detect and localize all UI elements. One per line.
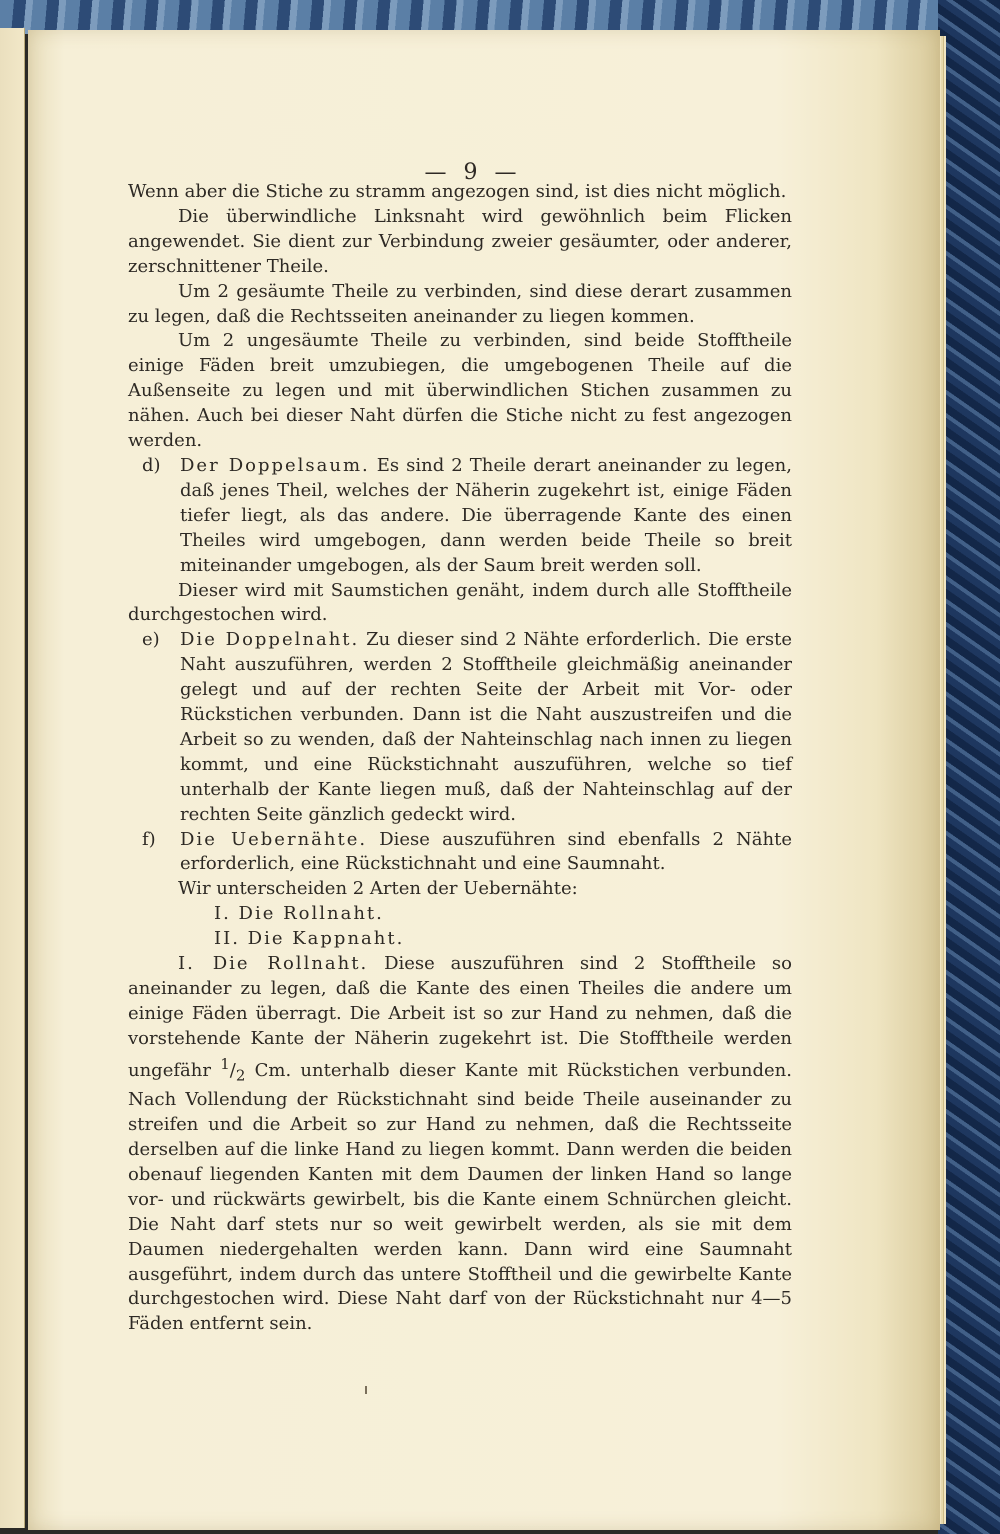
type-kappnaht: II. Die Kappnaht. [214, 928, 405, 950]
paragraph-intro: Wenn aber die Stiche zu stramm angezogen sind, ist dies nicht möglich. [128, 181, 787, 202]
marbled-cover-edge [938, 0, 1000, 1534]
item-f-title: Die Uebernähte. [180, 828, 368, 850]
item-d [128, 454, 792, 579]
item-f-marker: f) [142, 828, 156, 850]
book-cover-top-edge [0, 0, 1000, 34]
item-e-marker: e) [142, 629, 160, 651]
type-rollnaht: I. Die Rollnaht. [214, 903, 384, 925]
rollnaht-description [128, 952, 792, 1337]
rollnaht-text-2: Cm. unterhalb dieser Kante mit Rückstichen verbunden. Nach Vollendung der Rückstichnaht sind beide Theile auseinander zu streifen und die Arbeit so zur Hand zu nehmen, daß die Rechtsseite derselben auf die linke Hand zu liegen kommt. Dann werden die beiden obenauf liegenden Kanten mit dem Daumen der linken Hand so lange vor- und rückwärts gewirbelt, bis die Kante einem Schnürchen gleicht. Die Naht darf stets nur so weit gewirbelt werden, als sie mit dem Daumen niedergehalten werden kann. Dann wird eine Saumnaht ausgeführt, indem durch das untere Stofftheil und die gewirbelte Kante durchgestochen wird. Diese Naht darf von der Rückstichnaht nur 4—5 Fäden entfernt sein. [128, 1059, 792, 1335]
paragraph-gesaeumte-theile: Um 2 gesäumte Theile zu verbinden, sind diese derart zusammen zu legen, daß die Rechtsseiten aneinander zu liegen kommen. [128, 280, 792, 327]
item-f-text: Diese auszuführen sind ebenfalls 2 Nähte erforderlich, eine Rückstichnaht und eine Saumnaht. [180, 828, 792, 875]
fraction-slash: / [229, 1059, 236, 1081]
fraction-numerator: 1 [220, 1054, 230, 1073]
paragraph-linksnaht: Die überwindliche Linksnaht wird gewöhnlich beim Flicken angewendet. Sie dient zur Verbindung zweier gesäumter, oder anderer, zerschnittener Theile. [128, 205, 792, 277]
item-e [128, 628, 792, 827]
paragraph-ungesaeumte-theile: Um 2 ungesäumte Theile zu verbinden, sind beide Stofftheile einige Fäden breit umzubiegen, die umgebogenen Theile auf die Außenseite zu legen und mit überwindlichen Stichen zusammen zu nähen. Auch bei dieser Naht dürfen die Stiche nicht zu fest angezogen werden. [128, 330, 792, 452]
rollnaht-title: I. Die Rollnaht. [178, 953, 369, 975]
item-e-text: Zu dieser sind 2 Nähte erforderlich. Die erste Naht auszuführen, werden 2 Stofftheile gleichmäßig aneinander gelegt und auf der rechten Seite der Arbeit mit Vor- oder Rückstichen verbunden. Dann ist die Naht auszustreifen und die Arbeit so zu wenden, daß der Nahteinschlag nach innen zu liegen kommt, und eine Rückstichnaht auszuführen, welche so tief unterhalb der Kante liegen muß, daß der Nahteinschlag auf der rechten Seite gänzlich gedeckt wird. [180, 629, 792, 825]
left-page-edge [0, 28, 25, 1528]
item-f [128, 828, 792, 878]
printing-mark [365, 1386, 367, 1394]
item-d-marker: d) [142, 454, 161, 476]
item-d-title: Der Doppelsaum. [180, 454, 370, 476]
page-number: — 9 — [424, 160, 522, 185]
rollnaht-text-1: Diese auszuführen sind 2 Stofftheile so aneinander zu legen, daß die Kante des einen Theiles die andere um einige Fäden überragt. Die Arbeit ist so zur Hand zu nehmen, daß die vorstehende Kante der Näherin zugekehrt ist. Die Stofftheile werden ungefähr [128, 953, 792, 1081]
item-f-intro: Wir unterscheiden 2 Arten der Uebernähte: [178, 878, 578, 900]
item-d-continuation: Dieser wird mit Saumstichen genäht, indem durch alle Stofftheile durchgestochen wird. [128, 579, 792, 626]
item-d-text: Es sind 2 Theile derart aneinander zu legen, daß jenes Theil, welches der Näherin zugekehrt ist, einige Fäden tiefer liegt, als das andere. Die überragende Kante des einen Theiles wird umgebogen, dann werden beide Theile so breit miteinander umgebogen, als der Saum breit werden soll. [180, 454, 792, 576]
page-text [128, 180, 792, 1337]
item-e-title: Die Doppelnaht. [180, 629, 360, 651]
fraction-denominator: 2 [235, 1066, 246, 1085]
